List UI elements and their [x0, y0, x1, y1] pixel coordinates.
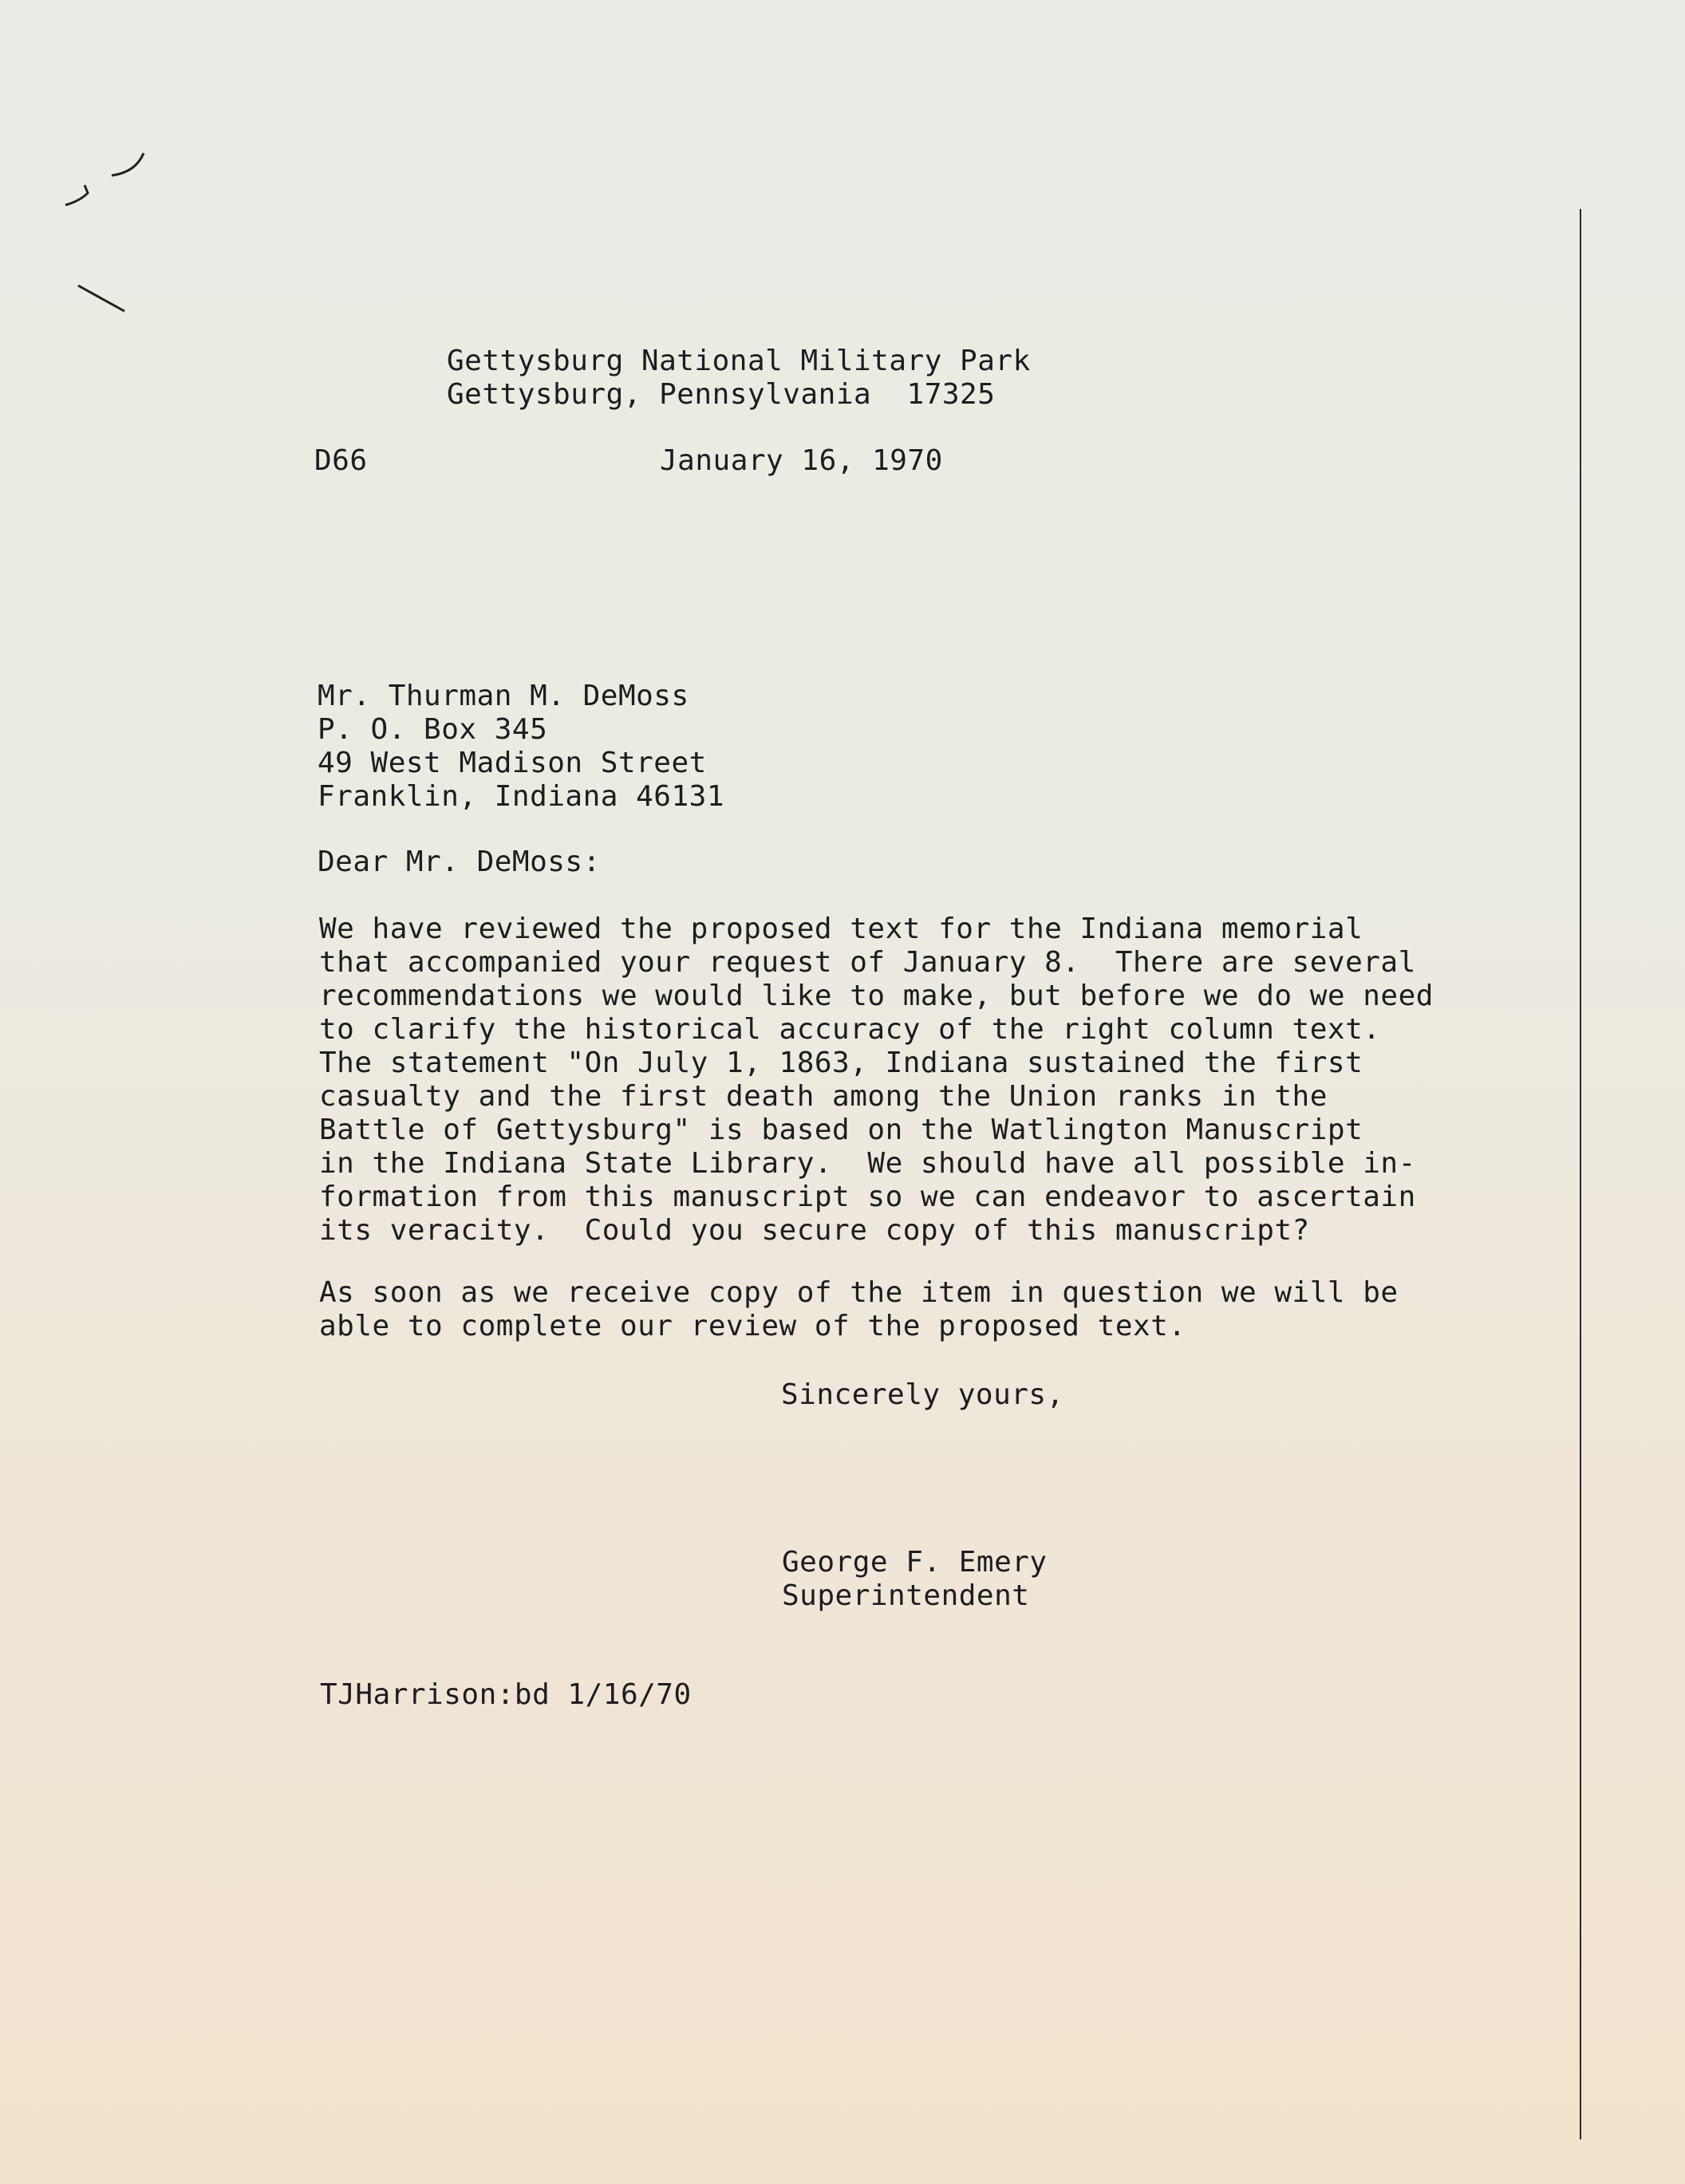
paragraph-line: We have reviewed the proposed text for the Indiana memorial [319, 913, 1363, 945]
reference-initials: TJHarrison:bd 1/16/70 [320, 1678, 692, 1711]
recipient-city: Franklin, Indiana 46131 [318, 780, 724, 813]
closing: Sincerely yours, [781, 1378, 1064, 1411]
signatory-title: Superintendent [782, 1579, 1030, 1612]
paragraph-line: in the Indiana State Library. We should have all possible in- [319, 1147, 1416, 1180]
paragraph-line: casualty and the first death among the Union ranks in the [319, 1080, 1328, 1113]
letter-date: January 16, 1970 [660, 444, 943, 477]
paragraph-line: Battle of Gettysburg" is based on the Watlington Manuscript [319, 1114, 1363, 1146]
paragraph-line: recommendations we would like to make, but before we do we need [319, 980, 1434, 1012]
paragraph-line: able to complete our review of the proposed text. [319, 1310, 1186, 1342]
right-margin-line [1580, 209, 1581, 2139]
pen-mark [56, 144, 168, 343]
salutation: Dear Mr. DeMoss: [318, 846, 601, 878]
paragraph-line: formation from this manuscript so we can endeavor to ascertain [319, 1181, 1416, 1213]
body-paragraph-1 [319, 913, 1434, 1248]
paragraph-line: to clarify the historical accuracy of the right column text. [319, 1013, 1381, 1046]
paragraph-line: The statement "On July 1, 1863, Indiana sustained the first [319, 1047, 1363, 1079]
recipient-address [318, 680, 724, 814]
letterhead [447, 345, 1031, 412]
recipient-street: 49 West Madison Street [318, 747, 707, 779]
signatory-name: George F. Emery [782, 1546, 1048, 1579]
body-paragraph-2 [319, 1276, 1399, 1343]
letterhead-location: Gettysburg, Pennsylvania 17325 [447, 378, 996, 411]
file-code: D66 [314, 444, 368, 477]
paragraph-line: its veracity. Could you secure copy of this manuscript? [319, 1214, 1310, 1247]
letterhead-organization: Gettysburg National Military Park [447, 345, 1031, 377]
paragraph-line: As soon as we receive copy of the item in question we will be [319, 1276, 1399, 1309]
recipient-name: Mr. Thurman M. DeMoss [318, 680, 689, 712]
recipient-po-box: P. O. Box 345 [318, 713, 548, 746]
paragraph-line: that accompanied your request of January 8. There are several [319, 946, 1416, 979]
